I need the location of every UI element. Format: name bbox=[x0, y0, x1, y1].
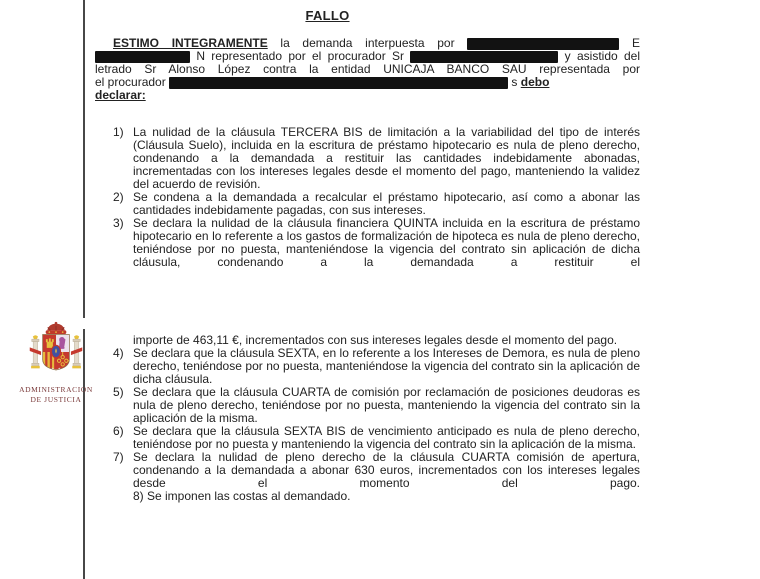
item-text: Se condena a la demandada a recalcular el préstamo hipotecario, así como a abonar las cantidades indebidamente pagadas, con sus intereses. bbox=[133, 190, 640, 217]
intro-line-3 bbox=[95, 63, 640, 76]
item-text: Se declara que la cláusula SEXTA BIS de vencimiento anticipado es nula de pleno derecho, teniéndose por no puesta y manteniendo la vigencia del contrato sin la aplicación de la misma. bbox=[133, 424, 640, 451]
intro-line-5 bbox=[95, 89, 640, 102]
intro-text: letrado Sr Alonso López contra la entidad UNICAJA BANCO SAU representada por bbox=[95, 62, 640, 76]
ruling-list bbox=[95, 126, 640, 503]
item-text: La nulidad de la cláusula TERCERA BIS de limitación a la variabilidad del tipo de interés (Cláusula Suelo), incluida en la escritura de préstamo hipotecario es nula de pleno derecho, condenando a la demandada a restituir las cantidades indebidamente abonadas, incrementadas con los intereses legales desde el momento del pago, manteniendo la validez del acuerdo de revisión. bbox=[133, 125, 640, 191]
ruling-item-5 bbox=[95, 386, 640, 425]
item-number: 7) bbox=[113, 450, 124, 464]
seal-caption bbox=[12, 385, 100, 404]
item-number: 1) bbox=[113, 125, 124, 139]
spain-coat-of-arms-icon bbox=[21, 321, 91, 383]
redaction-bar bbox=[169, 77, 508, 89]
intro-bold-debo: debo bbox=[520, 75, 550, 89]
intro-bold-declarar: declarar: bbox=[95, 88, 146, 102]
intro-bold-lead: ESTIMO INTEGRAMENTE bbox=[113, 36, 268, 50]
ruling-item-4 bbox=[95, 347, 640, 386]
intro-text: la demanda interpuesta por bbox=[280, 36, 455, 50]
item-number: 5) bbox=[113, 385, 124, 399]
intro-paragraph bbox=[95, 37, 640, 102]
document-content bbox=[95, 0, 640, 503]
item-text: Se declara la nulidad de pleno derecho de la cláusula CUARTA comisión de apertura, condenando a la demandada a abonar 630 euros, incrementados con los intereses legales desde el momento del pago. bbox=[133, 450, 640, 490]
item-number: 3) bbox=[113, 216, 124, 230]
ruling-item-2 bbox=[95, 191, 640, 217]
item-body bbox=[133, 217, 640, 347]
item-number: 2) bbox=[113, 190, 124, 204]
seal-caption-line2: DE JUSTICIA bbox=[30, 394, 82, 404]
intro-text-tail: E bbox=[631, 36, 640, 50]
intro-line-4 bbox=[95, 76, 640, 89]
ruling-item-3 bbox=[95, 217, 640, 347]
intro-text: y asistido del bbox=[564, 49, 641, 63]
item-number: 4) bbox=[113, 346, 124, 360]
seal-caption-line1: ADMINISTRACION bbox=[19, 385, 93, 394]
intro-text: el procurador bbox=[95, 75, 166, 89]
justice-administration-seal bbox=[12, 321, 100, 404]
item-number: 6) bbox=[113, 424, 124, 438]
item-8-inline: 8) Se imponen las costas al demandado. bbox=[133, 489, 351, 503]
item-text-continuation-page2: importe de 463,11 €, incrementados con sus intereses legales desde el momento del pago. bbox=[133, 333, 618, 347]
item-body bbox=[133, 451, 640, 503]
item-text: Se declara que la cláusula SEXTA, en lo referente a los Intereses de Demora, es nula de pleno derecho, teniéndose por no puesta, manteniéndose la vigencia del contrato sin la aplicación de dicha cláusula. bbox=[133, 346, 640, 386]
page-margin-rule-top bbox=[83, 0, 85, 318]
ruling-item-6 bbox=[95, 425, 640, 451]
intro-text: s bbox=[511, 75, 518, 89]
ruling-item-1 bbox=[95, 126, 640, 191]
intro-text: N representado por el procurador Sr bbox=[196, 49, 405, 63]
ruling-item-7 bbox=[95, 451, 640, 503]
item-text: Se declara que la cláusula CUARTA de comisión por reclamación de posiciones deudoras es nula de pleno derecho, teniéndose por no puesta, manteniendo la vigencia del contrato sin la aplicación de la misma. bbox=[133, 385, 640, 425]
page-title: FALLO bbox=[305, 8, 350, 23]
item-text: Se declara la nulidad de la cláusula financiera QUINTA incluida en la escritura de préstamo hipotecario en lo referente a los gastos de formalización de hipoteca es nula de pleno derecho, teniéndose por no puesta, manteniéndose la vigencia del contrato sin aplicación de dicha cláusula, condenando a la demandada a restituir el bbox=[133, 216, 640, 269]
